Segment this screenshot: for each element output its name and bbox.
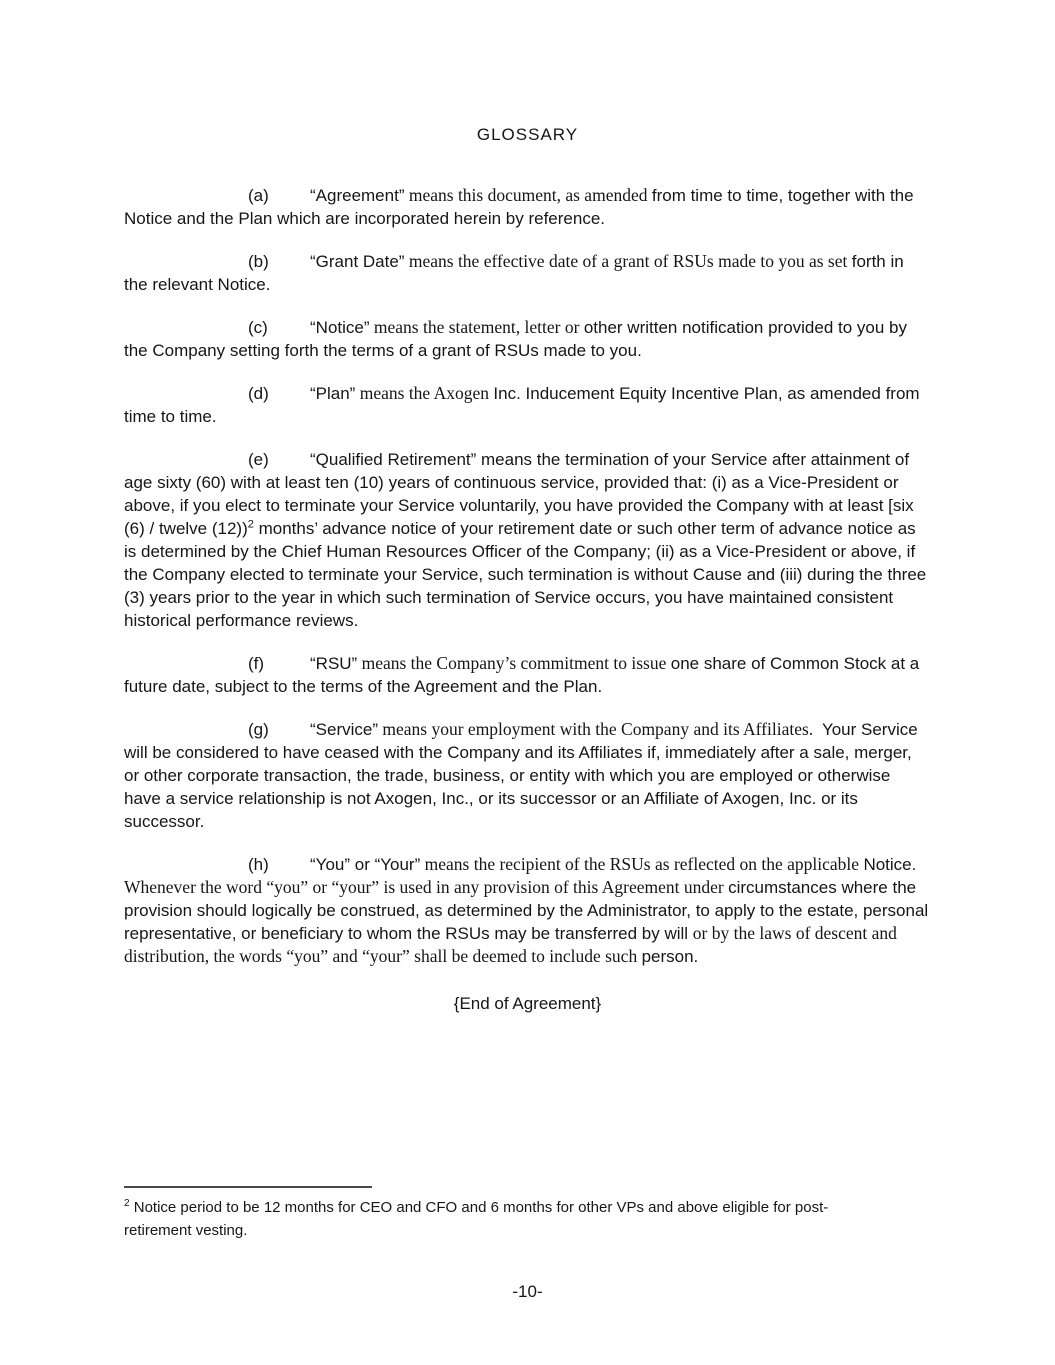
paragraph-text-segment: Notice.: [863, 855, 922, 874]
paragraph-text-segment: “RSU”: [310, 654, 358, 673]
glossary-paragraph: [124, 448, 931, 632]
paragraph-label: (g): [248, 720, 269, 739]
footnote-line-1: Notice period to be 12 months for CEO and CFO and 6 months for other VPs and above eligible for post-: [133, 1199, 829, 1216]
paragraph-text-segment: “You” or “Your”: [310, 855, 421, 874]
footnote-block: [124, 1186, 931, 1242]
glossary-paragraph: [124, 316, 931, 362]
paragraph-label: (b): [248, 252, 269, 271]
paragraph-text-segment: means your employment with the Company and its Affiliates.: [378, 719, 822, 739]
footnote-line-2: retirement vesting.: [124, 1222, 248, 1239]
paragraph-text-segment: means the statement, letter or: [369, 317, 584, 337]
paragraph-text-segment: one share of Common Stock at a future date, subject to the terms of the Agreement and the Plan.: [124, 654, 920, 696]
page-title: GLOSSARY: [476, 125, 579, 144]
glossary-paragraph: [124, 652, 931, 698]
paragraph-text-segment: means this document, as amended: [404, 185, 652, 205]
footnote-separator-rule: [124, 1186, 372, 1188]
end-of-agreement-marker: {End of Agreement}: [453, 994, 602, 1013]
paragraph-text-segment: 2: [247, 518, 254, 531]
paragraph-text-segment: forth in the relevant Notice.: [124, 252, 904, 294]
paragraph-text-segment: means the effective date of a grant of RSUs made to you as set: [404, 251, 852, 271]
paragraph-label: (e): [248, 450, 269, 469]
document-content: [124, 0, 931, 1015]
paragraph-text-segment: Whenever the word “you” or “your” is used in any provision of this Agreement under: [124, 877, 729, 897]
paragraph-text-segment: from time to time, together with the Notice and the Plan which are incorporated herein by reference.: [124, 186, 914, 228]
paragraph-text-segment: Your Service will be considered to have ceased with the Company and its Affiliates if, immediately after a sale, merger, or other corporate transaction, the trade, business, or entity with which you are employed or otherwise have a service relationship is not Axogen, Inc., or its successor or an Affiliate of Axogen, Inc. or its successor.: [124, 720, 918, 831]
paragraph-text-segment: “Agreement”: [310, 186, 405, 205]
paragraph-text-segment: “Notice”: [310, 318, 370, 337]
glossary-paragraph: [124, 382, 931, 428]
paragraph-text-segment: Inc. Inducement Equity Incentive Plan, as amended from time to time.: [124, 384, 920, 426]
paragraph-text-segment: means the recipient of the RSUs as reflected on the applicable: [420, 854, 864, 874]
page-number: -10-: [512, 1282, 543, 1301]
footnote: [124, 1196, 931, 1242]
paragraph-text-segment: other written notification provided to you by the Company setting forth the terms of a grant of RSUs made to you.: [124, 318, 908, 360]
paragraph-text-segment: “Grant Date”: [310, 252, 405, 271]
paragraph-text-segment: “Plan”: [310, 384, 356, 403]
paragraph-label: (d): [248, 384, 269, 403]
paragraph-label: (h): [248, 855, 269, 874]
paragraph-text-segment: means the Axogen: [355, 383, 494, 403]
paragraph-text-segment: circumstances where the provision should logically be construed, as determined by the Administrator, to apply to the estate, personal representative, or beneficiary to whom the RSUs may be transferred by will: [124, 878, 929, 943]
paragraph-text-segment: months’ advance notice of your retirement date or such other term of advance notice as is determined by the Chief Human Resources Officer of the Company; (ii) as a Vice-President or above, if the Company elected to terminate your Service, such termination is without Cause and (iii) during the three (3) years prior to the year in which such termination of Service occurs, you have maintained consistent historical performance reviews.: [124, 519, 927, 630]
glossary-paragraph: [124, 184, 931, 230]
glossary-paragraph: [124, 718, 931, 833]
paragraph-text-segment: “Service”: [310, 720, 379, 739]
paragraph-text-segment: or by the laws of descent and distribution, the words “you” and “your” shall be deemed to include such: [124, 923, 897, 966]
paragraph-text-segment: means the Company’s commitment to issue: [357, 653, 671, 673]
paragraph-label: (a): [248, 186, 269, 205]
paragraph-label: (f): [248, 654, 265, 673]
footnote-marker: 2: [124, 1198, 130, 1209]
paragraph-label: (c): [248, 318, 268, 337]
paragraph-text-segment: “Qualified Retirement” means the termination of your Service after attainment of age sixty (60) with at least ten (10) years of continuous service, provided that: (i) as a Vice-President or above, if you elect to terminate your Service voluntarily, you have provided the Company with at least [six (6) / twelve (12)): [124, 450, 914, 538]
glossary-paragraph: [124, 853, 931, 968]
glossary-paragraphs: [124, 184, 931, 968]
glossary-paragraph: [124, 250, 931, 296]
paragraph-text-segment: person.: [641, 947, 699, 966]
